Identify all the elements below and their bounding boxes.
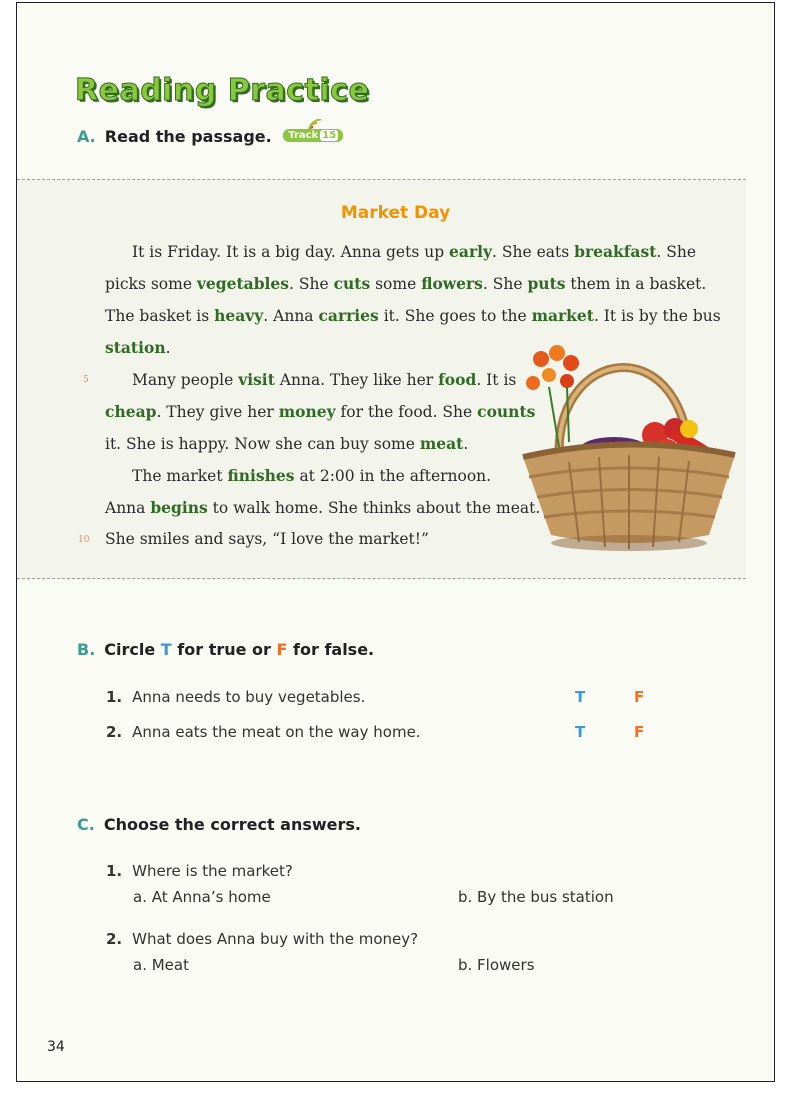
- vocab-word: begins: [150, 498, 208, 517]
- vocab-word: flowers: [421, 274, 483, 293]
- story-line: it. She is happy. Now she can buy some meat.: [105, 434, 469, 453]
- vocab-word: counts: [477, 402, 536, 421]
- story-line: Anna begins to walk home. She thinks about the meat.: [105, 498, 541, 517]
- story-line: The basket is heavy. Anna carries it. She goes to the market. It is by the bus: [105, 306, 721, 325]
- vocab-word: cheap: [105, 402, 157, 421]
- page-number: 34: [47, 1039, 65, 1055]
- vocab-word: food: [438, 370, 477, 389]
- vocab-word: breakfast: [574, 242, 657, 261]
- question-text: Anna needs to buy vegetables.: [132, 688, 366, 706]
- tf-question-1: [106, 688, 365, 706]
- story-line: picks some vegetables. She cuts some flowers. She puts them in a basket.: [105, 274, 707, 293]
- section-b-false-letter: F: [276, 640, 288, 659]
- section-a-instruction: Read the passage.: [104, 127, 272, 146]
- section-b-text-3: for false.: [287, 640, 375, 659]
- tf-question-2: [106, 723, 421, 741]
- vocab-word: visit: [238, 370, 275, 389]
- section-c-letter: C.: [77, 815, 95, 834]
- section-b-text-2: for true or: [171, 640, 277, 659]
- story-title: Market Day: [340, 203, 451, 223]
- story-line: It is Friday. It is a big day. Anna gets up early. She eats breakfast. She: [132, 242, 696, 261]
- track-number: 15: [322, 130, 337, 141]
- story-line: station.: [105, 338, 171, 357]
- basket-illustration: [519, 337, 741, 557]
- line-number-5: 5: [83, 375, 89, 385]
- story-line: She smiles and says, “I love the market!”: [105, 530, 429, 548]
- section-b-text-1: Circle: [104, 640, 161, 659]
- section-a-letter: A.: [77, 127, 96, 146]
- vocab-word: cuts: [333, 274, 371, 293]
- vocab-word: station: [105, 338, 166, 357]
- question-text: Where is the market?: [132, 862, 293, 880]
- story-line: cheap. They give her money for the food. She counts: [105, 402, 536, 421]
- false-option-1[interactable]: F: [634, 688, 645, 706]
- mc-1-option-b[interactable]: b. By the bus station: [458, 888, 614, 906]
- question-number: 2.: [106, 930, 123, 948]
- section-b-heading: [77, 640, 374, 659]
- false-option-2[interactable]: F: [634, 723, 645, 741]
- question-number: 1.: [106, 862, 123, 880]
- workbook-page: [16, 2, 775, 1082]
- vocab-word: finishes: [227, 466, 295, 485]
- vocab-word: money: [278, 402, 336, 421]
- vocab-word: meat: [419, 434, 464, 453]
- story-line: The market finishes at 2:00 in the afternoon.: [132, 466, 492, 485]
- story-line: Many people visit Anna. They like her food. It is: [132, 370, 517, 389]
- section-c-instruction: Choose the correct answers.: [103, 815, 361, 834]
- section-b-letter: B.: [77, 640, 96, 659]
- question-number: 1.: [106, 688, 123, 706]
- question-number: 2.: [106, 723, 123, 741]
- mc-2-option-a[interactable]: a. Meat: [133, 956, 189, 974]
- mc-2-option-b[interactable]: b. Flowers: [458, 956, 535, 974]
- question-text: Anna eats the meat on the way home.: [132, 723, 421, 741]
- section-b-true-letter: T: [160, 640, 172, 659]
- question-text: What does Anna buy with the money?: [132, 930, 419, 948]
- mc-question-1: [106, 862, 293, 880]
- vocab-word: vegetables: [196, 274, 290, 293]
- track-label: Track: [288, 130, 319, 141]
- mc-question-2: [106, 930, 418, 948]
- vocab-word: market: [531, 306, 594, 325]
- audio-wave-icon: [307, 119, 323, 133]
- mc-1-option-a[interactable]: a. At Anna’s home: [133, 888, 271, 906]
- section-c-heading: [77, 815, 361, 834]
- page-title: Reading Practice: [75, 73, 370, 108]
- vocab-word: heavy: [214, 306, 264, 325]
- vocab-word: carries: [318, 306, 379, 325]
- vocab-word: early: [449, 242, 493, 261]
- true-option-2[interactable]: T: [575, 723, 586, 741]
- true-option-1[interactable]: T: [575, 688, 586, 706]
- vocab-word: puts: [527, 274, 566, 293]
- line-number-10: 10: [78, 535, 90, 545]
- section-a-heading: [77, 127, 343, 146]
